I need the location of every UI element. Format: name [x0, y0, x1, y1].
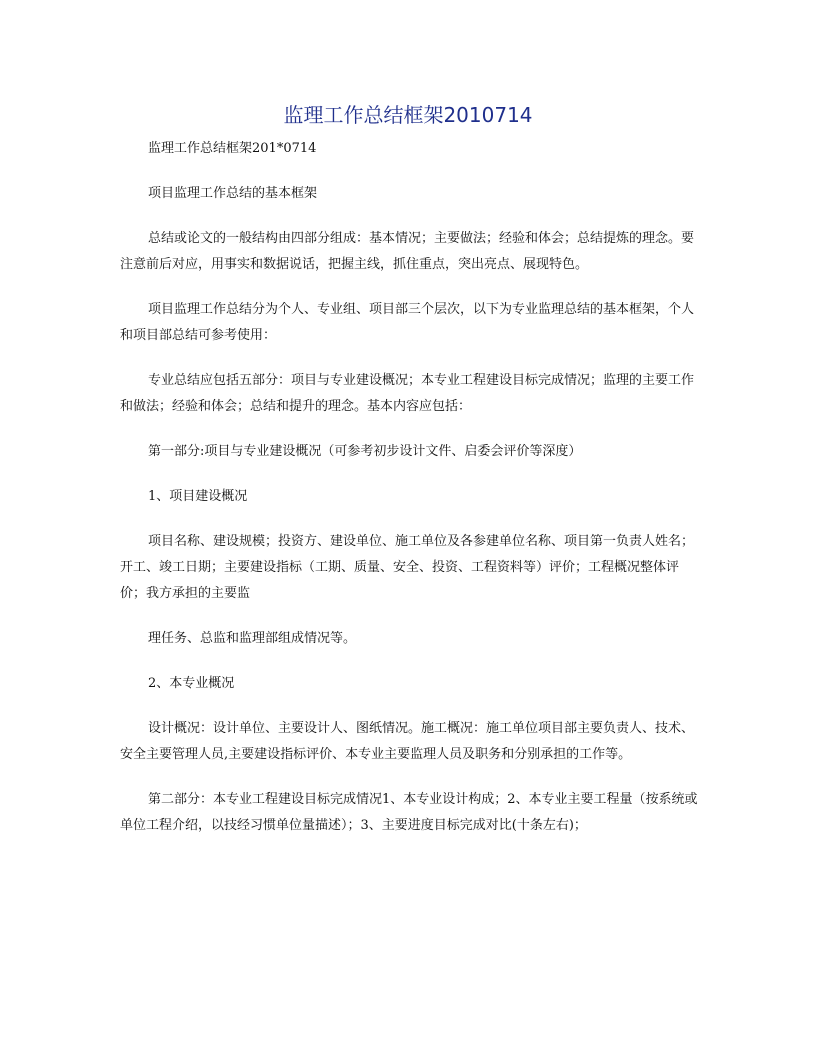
paragraph-project-details: 项目名称、建设规模；投资方、建设单位、施工单位及各参建单位名称、项目第一负责人姓名；开工、竣工日期；主要建设指标（工期、质量、安全、投资、工程资料等）评价；工程概况整体评价；我方承担的主要监	[120, 534, 695, 601]
paragraph-part-one: 第一部分:项目与专业建设概况（可参考初步设计文件、启委会评价等深度）	[148, 444, 582, 459]
paragraph-section-2: 2、本专业概况	[148, 676, 235, 691]
paragraph-framework-heading: 项目监理工作总结的基本框架	[148, 186, 318, 201]
paragraph-section-1: 1、项目建设概况	[148, 489, 248, 504]
paragraph-part-two: 第二部分：本专业工程建设目标完成情况1、本专业设计构成；2、本专业主要工程量（按系统或单位工程介绍，以技经习惯单位量描述）；3、主要进度目标完成对比(十条左右)；	[120, 792, 698, 833]
paragraph-structure: 总结或论文的一般结构由四部分组成：基本情况；主要做法；经验和体会；总结提炼的理念。要注意前后对应，用事实和数据说话，把握主线，抓住重点，突出亮点、展现特色。	[120, 231, 695, 272]
paragraph-design-overview: 设计概况：设计单位、主要设计人、图纸情况。施工概况：施工单位项目部主要负责人、技术、安全主要管理人员,主要建设指标评价、本专业主要监理人员及职务和分别承担的工作等。	[120, 721, 695, 762]
paragraph-five-parts: 专业总结应包括五部分：项目与专业建设概况；本专业工程建设目标完成情况；监理的主要工作和做法；经验和体会；总结和提升的理念。基本内容应包括：	[120, 373, 695, 414]
paragraph-levels: 项目监理工作总结分为个人、专业组、项目部三个层次，以下为专业监理总结的基本框架，个人和项目部总结可参考使用：	[120, 302, 695, 343]
paragraph-subtitle: 监理工作总结框架201*0714	[148, 141, 317, 156]
document-title: 监理工作总结框架2010714	[283, 103, 533, 127]
paragraph-supervision-tasks: 理任务、总监和监理部组成情况等。	[148, 631, 357, 646]
document-body	[120, 136, 698, 858]
